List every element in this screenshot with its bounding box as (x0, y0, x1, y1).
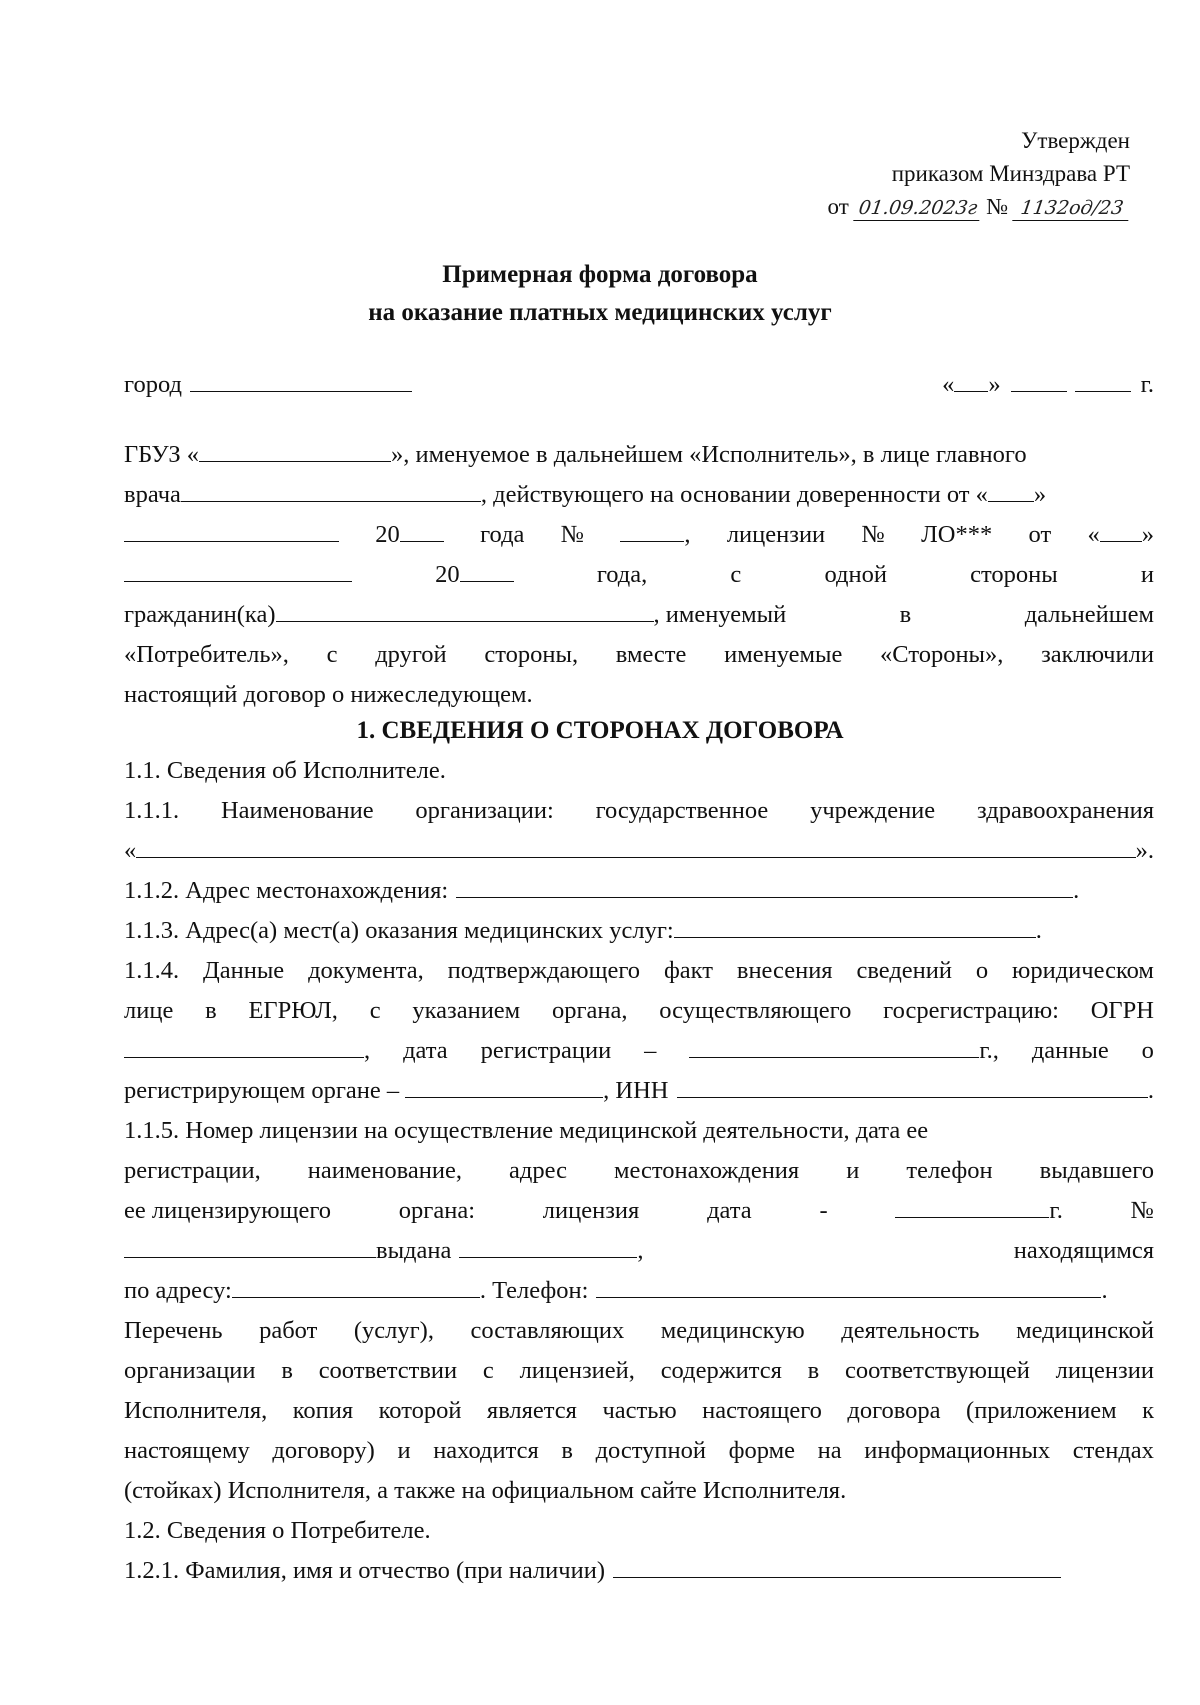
para-word: в (807, 1357, 820, 1384)
preamble-word: другой (375, 641, 447, 668)
license-month-blank[interactable] (124, 559, 352, 582)
approval-number-label: № (986, 194, 1009, 219)
para-1-1-4-line-4 (124, 1072, 1154, 1110)
para-word: осуществляющего (659, 997, 852, 1024)
para-word: органа, (551, 997, 628, 1024)
para-word: № (1130, 1197, 1154, 1224)
para-word: работ (259, 1317, 318, 1344)
para-1-1-2 (124, 872, 1154, 910)
para-word: и (397, 1437, 411, 1464)
para-word: Наименование (220, 797, 374, 824)
preamble-line-5 (124, 596, 1154, 634)
para-word: о (1141, 1037, 1154, 1064)
para-text: , (637, 1237, 644, 1264)
para-text: . (1035, 917, 1042, 944)
para-1-1-4-line-2 (124, 992, 1154, 1030)
registration-date-blank[interactable] (689, 1035, 979, 1058)
para-word: лице (124, 997, 174, 1024)
para-word: - (819, 1197, 828, 1224)
preamble-word: года, (596, 561, 648, 588)
city-blank[interactable] (190, 369, 412, 392)
preamble-word: 20 (375, 516, 444, 554)
para-1-2-1 (124, 1552, 1154, 1590)
para-word: договора (847, 1397, 941, 1424)
para-text: . (1147, 1077, 1154, 1104)
list-paragraph-line-2 (124, 1352, 1154, 1390)
para-text: регистрирующем органе – (124, 1077, 400, 1104)
preamble-text: врача (124, 481, 181, 508)
preamble-word: одной (824, 561, 887, 588)
para-word: лицензия (542, 1197, 640, 1224)
para-word: доступной (595, 1437, 707, 1464)
phone-blank[interactable] (596, 1275, 1101, 1298)
para-word: соответствии (318, 1357, 458, 1384)
authority-address-blank[interactable] (232, 1275, 480, 1298)
para-word: с (482, 1357, 494, 1384)
para-word: регистрации (480, 1037, 612, 1064)
para-word: настоящего (702, 1397, 822, 1424)
ogrn-blank[interactable] (124, 1035, 364, 1058)
para-word: местонахождения (613, 1157, 800, 1184)
list-paragraph-line-3 (124, 1392, 1154, 1430)
para-word: факт (663, 957, 713, 984)
preamble-text: » (1033, 481, 1047, 508)
para-word: внесения (736, 957, 833, 984)
para-word: данные (1031, 1037, 1109, 1064)
year-suffix: г. (1140, 371, 1154, 398)
para-word: телефон (906, 1157, 993, 1184)
para-word: частью (602, 1397, 677, 1424)
para-text: ». (1135, 837, 1154, 864)
para-word: содержится (660, 1357, 782, 1384)
date-quote-close: » (988, 371, 1001, 398)
para-text: находящимся (1013, 1237, 1154, 1264)
para-word: (приложением (966, 1397, 1117, 1424)
para-word: и (846, 1157, 860, 1184)
preamble-line-2 (124, 476, 1154, 514)
preamble-word: и (1140, 561, 1154, 588)
para-word: ОГРН (1090, 997, 1154, 1024)
year-blank[interactable] (1075, 369, 1131, 392)
para-word: регистрации, (124, 1157, 261, 1184)
preamble-word: «Стороны», (880, 641, 1004, 668)
day-blank[interactable] (954, 369, 988, 392)
city-date-row (124, 366, 1154, 404)
para-text: . Телефон: (479, 1277, 589, 1304)
preamble-word: в (899, 601, 912, 628)
para-word: на (817, 1437, 842, 1464)
para-word: лицензией, (519, 1357, 635, 1384)
license-date-blank[interactable] (895, 1195, 1049, 1218)
preamble-word: заключили (1041, 641, 1154, 668)
preamble-word: именуемые (724, 641, 843, 668)
preamble-word: № (560, 521, 585, 548)
para-word: ЕГРЮЛ, (248, 997, 338, 1024)
preamble-word: с (730, 561, 742, 588)
para-text: . (1101, 1277, 1108, 1304)
preamble-word: № (861, 521, 885, 548)
para-1-1-4-line-3 (124, 1032, 1154, 1070)
para-word: адрес (509, 1157, 567, 1184)
list-paragraph-line-5: (стойках) Исполнителя, а также на официальном сайте Исполнителя. (124, 1477, 847, 1504)
preamble-word: с (326, 641, 338, 668)
para-word: копия (292, 1397, 354, 1424)
para-word: дата (707, 1197, 752, 1224)
para-word: является (486, 1397, 577, 1424)
para-1-1-1-line-1 (124, 792, 1154, 830)
para-word: наименование, (307, 1157, 462, 1184)
preamble-line-4 (124, 556, 1154, 594)
power-of-attorney-day-blank[interactable] (988, 479, 1034, 502)
para-word: дата (403, 1037, 448, 1064)
para-word: указанием (412, 997, 521, 1024)
para-word: лицензии (1055, 1357, 1154, 1384)
preamble-line-1 (124, 436, 1154, 474)
approval-number-handwritten: 1132од/23 (1012, 196, 1132, 221)
para-word: деятельность (841, 1317, 980, 1344)
para-1-1: 1.1. Сведения об Исполнителе. (124, 757, 446, 784)
preamble-text: », именуемое в дальнейшем «Исполнитель», в лице главного (391, 441, 1027, 468)
preamble-line-7: настоящий договор о нижеследующем. (124, 681, 533, 708)
para-word: здравоохранения (977, 797, 1154, 824)
para-text: 1.2.1. Фамилия, имя и отчество (при наличии) (124, 1557, 605, 1584)
para-word: соответствующей (845, 1357, 1030, 1384)
para-1-1-3 (124, 912, 1154, 950)
para-word: – (644, 1037, 657, 1064)
para-word: сведений (856, 957, 952, 984)
para-word: ее лицензирующего (124, 1197, 332, 1224)
para-text: 1.1.3. Адрес(а) мест(а) оказания медицинских услуг: (124, 917, 674, 944)
para-word: учреждение (810, 797, 936, 824)
para-1-1-5-line-3 (124, 1192, 1154, 1230)
para-1-2: 1.2. Сведения о Потребителе. (124, 1517, 431, 1544)
para-word: (услуг), (353, 1317, 434, 1344)
para-word: организации (124, 1357, 256, 1384)
date-quote-open: « (942, 371, 955, 398)
list-paragraph-line-4 (124, 1432, 1154, 1470)
preamble-word: лицензии (726, 521, 826, 548)
para-word: в (205, 997, 217, 1024)
approval-from-label: от (827, 194, 849, 219)
para-word: выдавшего (1039, 1157, 1154, 1184)
preamble-word: года (480, 521, 525, 548)
preamble-text: ГБУЗ « (124, 441, 200, 468)
para-word: настоящему (124, 1437, 250, 1464)
para-word: государственное (595, 797, 769, 824)
para-1-1-5-line-2 (124, 1152, 1154, 1190)
para-word: форме (728, 1437, 796, 1464)
preamble-word: , (620, 516, 690, 554)
preamble-word: стороны (970, 561, 1058, 588)
power-of-attorney-month-blank[interactable] (124, 519, 339, 542)
approval-date-handwritten: 01.09.2023г (853, 196, 983, 221)
para-word: о (975, 957, 989, 984)
issued-by-blank[interactable] (459, 1235, 637, 1258)
para-word: находится (433, 1437, 539, 1464)
preamble-line-3 (124, 516, 1154, 554)
consumer-full-name-blank[interactable] (613, 1555, 1061, 1578)
para-word: Перечень (124, 1317, 223, 1344)
para-word: организации: (415, 797, 554, 824)
para-word: юридическом (1012, 957, 1154, 984)
preamble-word: ЛО*** (921, 521, 993, 548)
doctor-name-blank[interactable] (181, 479, 481, 502)
para-1-1-5-line-5 (124, 1272, 1154, 1310)
para-word: , (124, 1032, 370, 1070)
para-word: 1.1.1. (124, 797, 180, 824)
para-text: « (124, 837, 137, 864)
para-word: с (369, 997, 381, 1024)
para-word: г., (689, 1032, 999, 1070)
para-word: органа: (398, 1197, 476, 1224)
address-blank[interactable] (456, 875, 1073, 898)
para-text: выдана (376, 1237, 452, 1264)
preamble-line-6 (124, 636, 1154, 674)
para-1-1-5-line-4 (124, 1232, 1154, 1270)
para-word: медицинскую (660, 1317, 805, 1344)
section-1-heading: 1. СВЕДЕНИЯ О СТОРОНАХ ДОГОВОРА (356, 717, 844, 744)
para-word: 1.1.4. (124, 957, 180, 984)
para-word: к (1142, 1397, 1154, 1424)
para-1-1-1-line-2 (124, 832, 1154, 870)
preamble-word: стороны, (484, 641, 579, 668)
month-blank[interactable] (1011, 369, 1067, 392)
para-text: по адресу: (124, 1277, 232, 1304)
para-word: составляющих (470, 1317, 625, 1344)
gbuz-name-blank[interactable] (199, 439, 391, 462)
para-word: в (561, 1437, 573, 1464)
title-line-1: Примерная форма договора (442, 261, 758, 288)
preamble-text: , действующего на основании доверенности от « (480, 481, 988, 508)
para-word: медицинской (1016, 1317, 1154, 1344)
para-text: . (1073, 877, 1080, 904)
para-word: договору) (272, 1437, 375, 1464)
city-label: город (124, 371, 182, 398)
para-word: документа, (308, 957, 424, 984)
preamble-word: дальнейшем (1024, 601, 1154, 628)
approval-block (828, 124, 1130, 223)
preamble-word: « » (1087, 521, 1154, 548)
para-word: стендах (1072, 1437, 1154, 1464)
title-line-2: на оказание платных медицинских услуг (368, 299, 832, 326)
preamble-word: 20 (435, 556, 514, 594)
license-number-blank[interactable] (124, 1235, 376, 1258)
approval-line-1: Утвержден (1021, 128, 1130, 153)
preamble-word: гражданин(ка) , именуемый (124, 601, 787, 628)
approval-line-3 (828, 190, 1130, 223)
para-1-1-5-line-1: 1.1.5. Номер лицензии на осуществление медицинской деятельности, дата ее (124, 1117, 929, 1144)
list-paragraph-line-1 (124, 1312, 1154, 1350)
preamble-word: «Потребитель», (124, 641, 289, 668)
para-word: госрегистрацию: (883, 997, 1059, 1024)
organization-name-blank[interactable] (136, 835, 1135, 858)
para-text: , ИНН (603, 1077, 669, 1104)
para-word: г. (895, 1192, 1062, 1230)
approval-line-2: приказом Минздрава РТ (891, 161, 1130, 186)
preamble-word: вместе (615, 641, 687, 668)
para-word: которой (378, 1397, 462, 1424)
para-1-1-4-line-1 (124, 952, 1154, 990)
para-word: в (281, 1357, 293, 1384)
para-word: подтверждающего (447, 957, 641, 984)
registering-authority-blank[interactable] (405, 1075, 603, 1098)
para-word: Исполнителя, (124, 1397, 268, 1424)
para-word: информационных (864, 1437, 1051, 1464)
inn-blank[interactable] (677, 1075, 1148, 1098)
service-address-blank[interactable] (674, 915, 1036, 938)
preamble-word: от (1028, 521, 1052, 548)
para-text: 1.1.2. Адрес местонахождения: (124, 877, 449, 904)
document-title (0, 256, 1200, 332)
para-word: Данные (203, 957, 285, 984)
